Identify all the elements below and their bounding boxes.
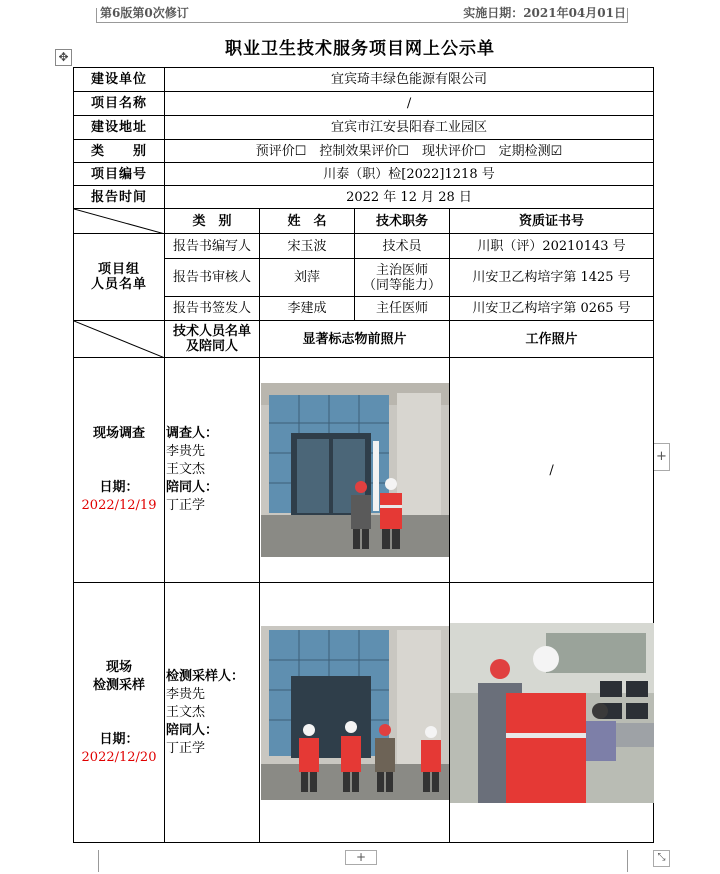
escort-label: 陪同人： (166, 722, 219, 738)
info-label: 项目编号 (74, 163, 165, 186)
photo-header-row (74, 321, 654, 358)
work-photo-header: 工作照片 (450, 321, 654, 358)
team-header-row (74, 209, 654, 234)
landmark-photo-cell (260, 583, 450, 843)
crop-mark (98, 850, 99, 872)
info-value: / (165, 92, 654, 116)
info-row (74, 116, 654, 140)
work-photo (450, 623, 654, 803)
info-value: 宜宾琦丰绿色能源有限公司 (165, 68, 654, 92)
member-type: 报告书编写人 (165, 234, 260, 259)
sampler-name: 王文杰 (166, 704, 206, 720)
staff-header-line2: 及陪同人 (185, 339, 238, 354)
info-row (74, 68, 654, 92)
disclosure-table (73, 67, 654, 843)
info-value: 宜宾市江安县阳春工业园区 (165, 116, 654, 140)
staff-header (165, 321, 260, 358)
plus-icon[interactable]: + (345, 850, 377, 865)
member-name: 李建成 (260, 297, 355, 321)
info-row (74, 140, 654, 163)
effective-date-text: 实施日期：2021年04月01日 (463, 6, 626, 20)
staff-header-line1: 技术人员名单 (172, 324, 251, 339)
phase-label (74, 358, 165, 583)
member-title: 技术员 (355, 234, 450, 259)
team-label (74, 234, 165, 321)
diagonal-cell (74, 209, 165, 234)
info-label: 类 别 (74, 140, 165, 163)
phase-date: 2022/12/19 (81, 498, 157, 513)
col-header-name: 姓 名 (260, 209, 355, 234)
crop-mark (627, 8, 628, 22)
phase-date-label: 日期： (99, 480, 139, 495)
team-row (74, 234, 654, 259)
phase-name-line1: 现场 (105, 659, 132, 675)
escort-label: 陪同人： (166, 480, 219, 495)
category-options: 预评价☐ 控制效果评价☐ 现状评价☐ 定期检测☑ (165, 140, 654, 163)
info-label: 报告时间 (74, 186, 165, 209)
page-title: 职业卫生技术服务项目网上公示单 (225, 39, 495, 59)
crop-mark (627, 850, 628, 872)
member-type: 报告书审核人 (165, 259, 260, 297)
move-icon[interactable]: ✥ (55, 49, 72, 66)
escort-name: 丁正学 (166, 498, 206, 513)
info-row (74, 186, 654, 209)
phase-label (74, 583, 165, 843)
phase-date-label: 日期： (99, 731, 139, 747)
member-title (355, 259, 450, 297)
col-header-type: 类 别 (165, 209, 260, 234)
diagonal-line (74, 209, 165, 234)
phase-row-sampling (74, 583, 654, 843)
team-label-line2: 人员名单 (90, 277, 147, 292)
team-label-line1: 项目组 (97, 262, 140, 277)
landmark-photo-header: 显著标志物前照片 (260, 321, 450, 358)
investigator-label: 调查人： (166, 426, 219, 441)
phase-date: 2022/12/20 (81, 749, 157, 765)
staff-list (165, 583, 260, 843)
member-cert: 川安卫乙构培字第 1425 号 (450, 259, 654, 297)
investigator-name: 王文杰 (166, 462, 206, 477)
info-row (74, 92, 654, 116)
diagonal-cell (74, 321, 165, 358)
phase-name: 现场调查 (92, 426, 145, 441)
work-photo-cell: / (450, 358, 654, 583)
member-name: 宋玉波 (260, 234, 355, 259)
phase-name-line2: 检测采样 (92, 677, 145, 693)
work-photo-cell (450, 583, 654, 843)
sampler-name: 李贵先 (166, 686, 206, 702)
member-name: 刘萍 (260, 259, 355, 297)
info-label: 建设单位 (74, 68, 165, 92)
investigator-name: 李贵先 (166, 444, 206, 459)
staff-list (165, 358, 260, 583)
sampler-label: 检测采样人： (166, 668, 245, 684)
member-cert: 川职（评）20210143 号 (450, 234, 654, 259)
col-header-cert: 资质证书号 (450, 209, 654, 234)
member-title-line1: 主治医师 (375, 262, 428, 278)
info-row (74, 163, 654, 186)
crop-mark (96, 8, 97, 22)
resize-icon[interactable]: ⤡ (653, 850, 670, 867)
member-type: 报告书签发人 (165, 297, 260, 321)
info-value: 川泰（职）检[2022]1218 号 (165, 163, 654, 186)
col-header-title: 技术职务 (355, 209, 450, 234)
escort-name: 丁正学 (166, 740, 206, 756)
landmark-photo-cell (260, 358, 450, 583)
member-title-line2: （同等能力） (362, 277, 441, 293)
landmark-photo (261, 626, 449, 800)
member-title: 主任医师 (355, 297, 450, 321)
member-cert: 川安卫乙构培字第 0265 号 (450, 297, 654, 321)
version-text: 第6版第0次修订 (100, 6, 189, 20)
info-value: 2022 年 12 月 28 日 (165, 186, 654, 209)
landmark-photo (261, 383, 449, 557)
info-label: 项目名称 (74, 92, 165, 116)
diagonal-line (74, 321, 165, 358)
phase-row-survey (74, 358, 654, 583)
info-label: 建设地址 (74, 116, 165, 140)
plus-icon[interactable]: + (653, 443, 670, 471)
